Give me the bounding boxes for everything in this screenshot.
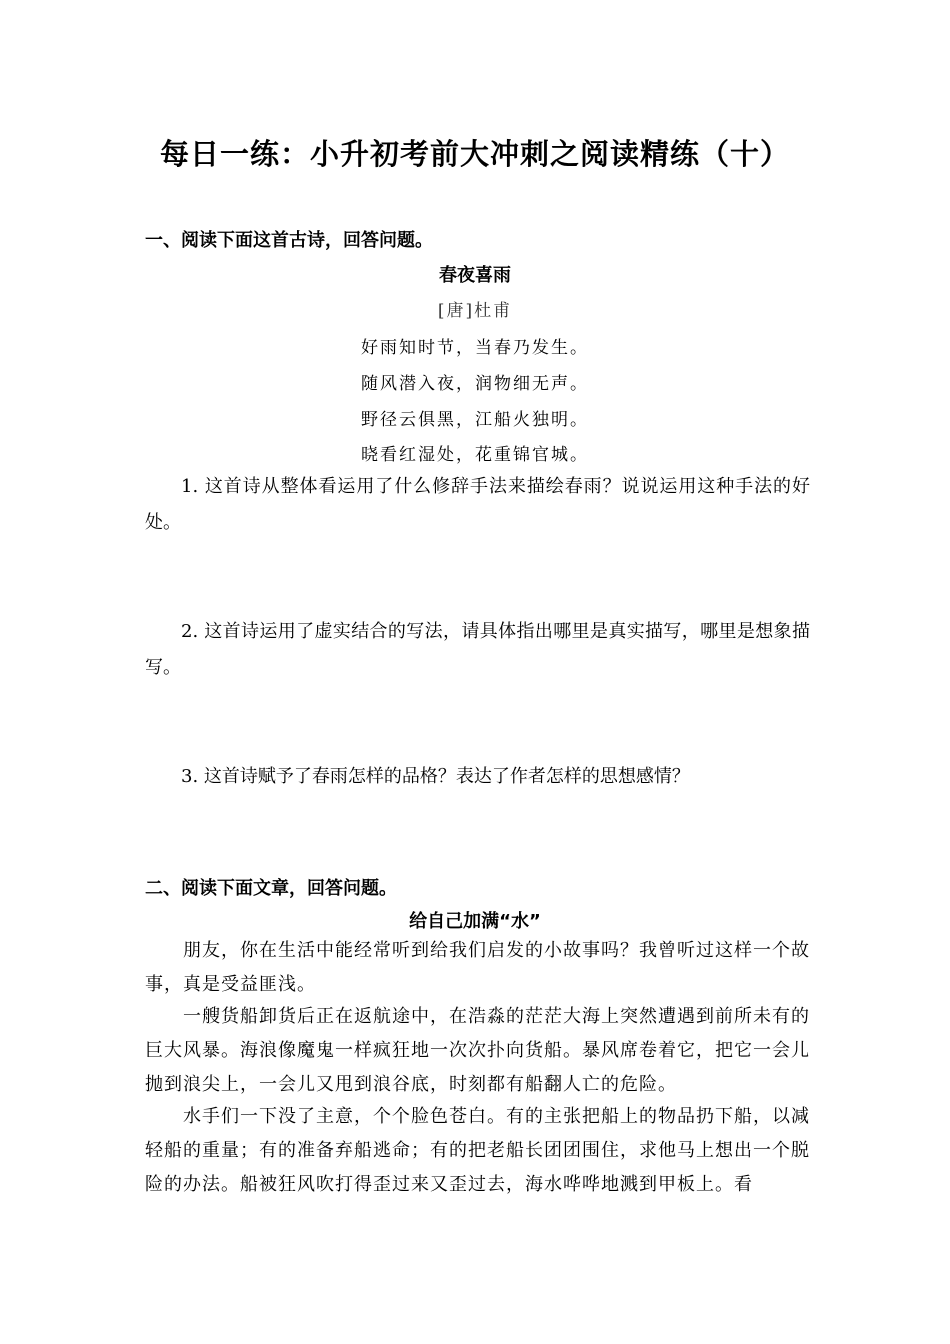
section-2-heading: 二、阅读下面文章，回答问题。 — [145, 878, 397, 899]
article-paragraph: 朋友，你在生活中能经常听到给我们启发的小故事吗？我曾听过这样一个故事，真是受益匪浅。 — [145, 940, 810, 995]
article-title: 给自己加满“水” — [409, 911, 541, 932]
page-title: 每日一练：小升初考前大冲刺之阅读精练（十） — [159, 137, 790, 171]
question-2: 2. 这首诗运用了虚实结合的写法，请具体指出哪里是真实描写，哪里是想象描写。 — [145, 621, 810, 678]
section-1-heading: 一、阅读下面这首古诗，回答问题。 — [145, 230, 433, 251]
poem-line: 晓看红湿处，花重锦官城。 — [361, 445, 589, 465]
article-paragraph: 一艘货船卸货后正在返航途中，在浩淼的茫茫大海上突然遭遇到前所未有的巨大风暴。海浪像魔鬼一样疯狂地一次次扑向货船。暴风席卷着它，把它一会儿抛到浪尖上，一会儿又甩到浪谷底，时刻都有船翻人亡的危险。 — [145, 1006, 810, 1095]
question-3: 3. 这首诗赋予了春雨怎样的品格？表达了作者怎样的思想感情？ — [181, 766, 690, 787]
article-paragraph: 水手们一下没了主意，个个脸色苍白。有的主张把船上的物品扔下船，以减轻船的重量；有的准备弃船逃命；有的把老船长团团围住，求他马上想出一个脱险的办法。船被狂风吹打得歪过来又歪过去，海水哗哗地溅到甲板上。看 — [145, 1106, 810, 1195]
poem-title: 春夜喜雨 — [439, 265, 511, 286]
poem-line: 好雨知时节，当春乃发生。 — [361, 338, 589, 358]
question-1: 1. 这首诗从整体看运用了什么修辞手法来描绘春雨？说说运用这种手法的好处。 — [145, 476, 810, 533]
poem-line: 野径云俱黑，江船火独明。 — [361, 410, 589, 430]
poem-line: 随风潜入夜，润物细无声。 — [361, 374, 589, 394]
poem-author: [唐]杜甫 — [437, 301, 513, 321]
